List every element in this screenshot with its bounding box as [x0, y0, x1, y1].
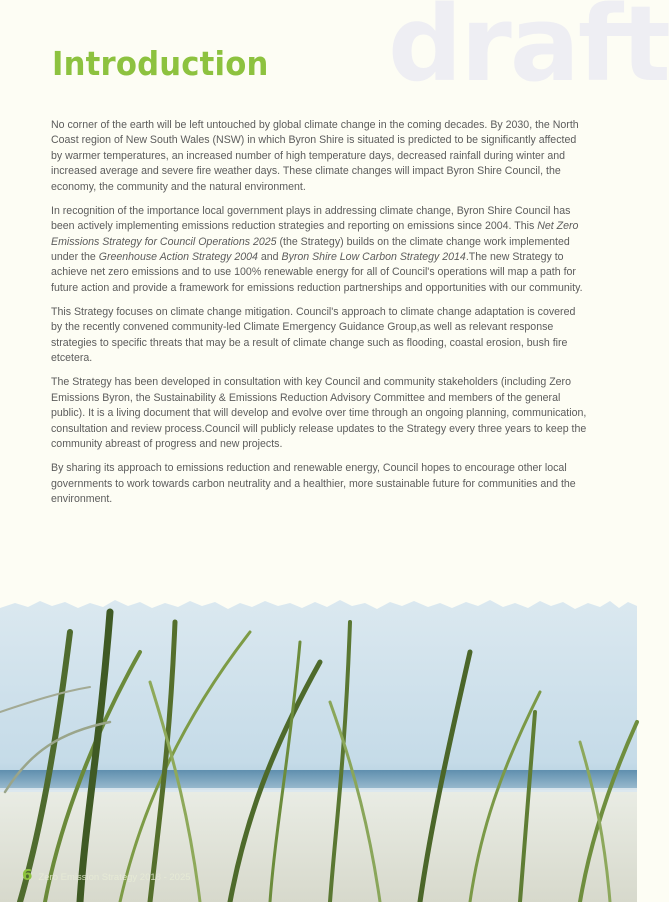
text-run: By sharing its approach to emissions reduction and renewable energy, Council hopes to encourage other local governments to work towards carbon neutrality and a healthier, more sustainable future for communities and the environment.: [51, 462, 576, 506]
paragraph: [51, 204, 587, 296]
paragraph: [51, 461, 587, 507]
text-run: This Strategy focuses on climate change mitigation. Council's approach to climate change adaptation is covered by the recently convened community-led Climate Emergency Guidance Group,as well as relevant response strategies to specific threats that may be a result of climate change such as flooding, coastal erosion, bush fire etcetera.: [51, 306, 576, 365]
document-label: Zero Emission Strategy 2018 - 2025: [38, 872, 191, 883]
text-run: No corner of the earth will be left untouched by global climate change in the coming decades. By 2030, the North Coast region of New South Wales (NSW) in which Byron Shire is situated is predicted to be significantly affected by warmer temperatures, an increased number of high temperature days, decreased rainfall during winter and increased average and severe fire weather days. These climate changes will impact Byron Shire Council, the economy, the community and the natural environment.: [51, 119, 579, 193]
page-number: 6: [22, 866, 33, 884]
italic-title: Greenhouse Action Strategy 2004: [98, 251, 258, 264]
paragraph: [51, 305, 587, 367]
italic-title: Net Zero Emissions Strategy for Council Operations 2025: [51, 220, 579, 248]
page-title: Introduction: [52, 44, 269, 83]
paragraph: [51, 375, 587, 452]
paragraph: [51, 118, 587, 195]
page-footer: [22, 866, 191, 882]
body-text: [51, 118, 587, 516]
italic-title: Byron Shire Low Carbon Strategy 2014: [281, 251, 466, 264]
draft-watermark: draft: [388, 0, 669, 105]
beach-grass-photo: [0, 592, 637, 902]
text-run: .The new Strategy to achieve net zero emissions and to use 100% renewable energy for all of Council's operations will map a path for future action and provide a framework for emissions reduction partnerships and opportunities with our community.: [51, 251, 583, 294]
text-run: In recognition of the importance local government plays in addressing climate change, Byron Shire Council has been actively implementing emissions reduction strategies and reporting on emissions since 2004. This: [51, 204, 571, 233]
text-run: and: [257, 251, 282, 264]
text-run: (the Strategy) builds on the climate change work implemented under the: [51, 235, 570, 264]
text-run: The Strategy has been developed in consultation with key Council and community stakeholders (including Zero Emissions Byron, the Sustainability & Emissions Reduction Advisory Committee and members of the general public). It is a living document that will develop and evolve over time through an ongoing planning, communication, consultation and review process.Council will publicly release updates to the Strategy every three years to keep the community abreast of progress and new projects.: [51, 376, 587, 451]
